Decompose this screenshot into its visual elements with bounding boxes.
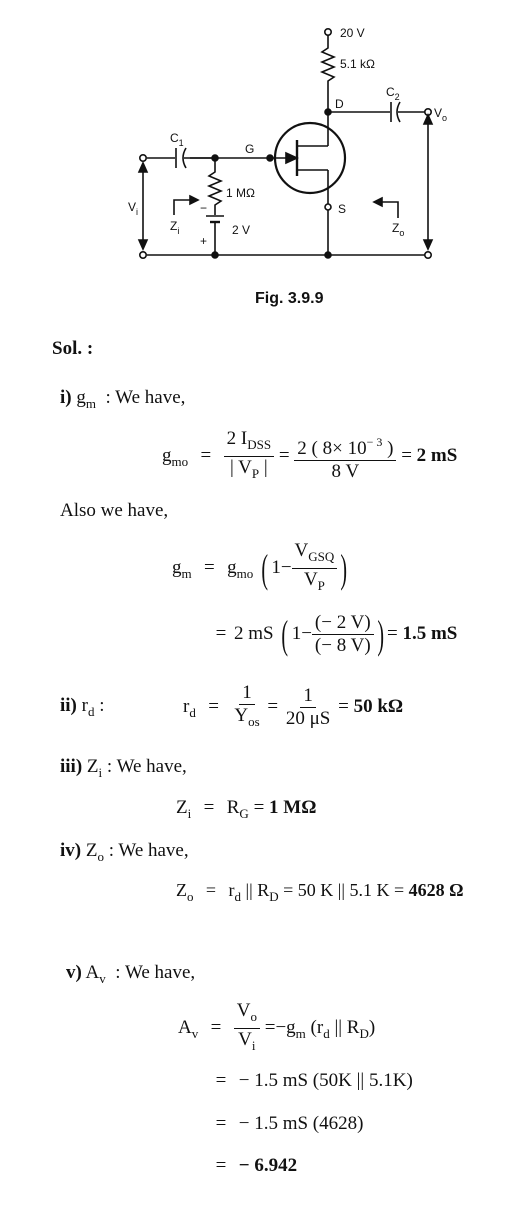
av-equation: $A_v$ = $\frac{V_o}{V_i}$ $=-g_m$ ($r_d$ || $R_D$): [178, 1000, 376, 1053]
drain-resistor-label: 5.1 kΩ: [340, 57, 375, 71]
zi-arrow-icon: [190, 196, 198, 204]
part1-heading: i) $g_m$ : We have,: [60, 387, 186, 411]
part2-heading: ii) $r_d$ :: [60, 695, 105, 719]
zo-label: $Z_o$: [392, 221, 405, 238]
drain-resistor: [322, 35, 334, 112]
gate-label: G: [245, 142, 255, 156]
part5-heading: v) $A_v$ : We have,: [66, 962, 196, 986]
c1-label: $C_1$: [170, 131, 184, 148]
av-step-2: = − 1.5 mS (50K || 5.1K): [215, 1070, 413, 1091]
gmo-equation: $g_{mo}$ = $\frac{2 I_{DSS}}{| V_P |}$ = $\frac{2 ( 8\times 10^{- 3} )}{8 V}$ = 2 mS: [162, 428, 458, 482]
av-result: = − 6.942: [215, 1155, 298, 1176]
part4-heading: iv) $Z_o$ : We have,: [60, 840, 189, 864]
vi-arrow-up-icon: [139, 163, 147, 172]
zi-equation: $Z_i = R_G = 1$ MΩ: [176, 797, 317, 821]
battery-minus: −: [200, 201, 208, 215]
jfet-amplifier-circuit: [0, 0, 528, 290]
gm-equation: $g_m = g_{mo}$ ( 1− $\frac{V_{GSQ}}{V_P}$ ): [172, 540, 348, 593]
battery-label: 2 V: [232, 223, 251, 237]
c2-label: $C_2$: [386, 85, 400, 102]
zo-arrow-icon: [374, 198, 382, 206]
battery-plus: +: [200, 234, 208, 248]
gate-resistor: [209, 158, 221, 215]
gate-resistor-label: 1 MΩ: [226, 186, 255, 200]
supply-terminal: [325, 29, 331, 35]
drain-label: D: [335, 97, 344, 111]
source-label: S: [338, 202, 347, 216]
part3-heading: iii) $Z_i$ : We have,: [60, 756, 187, 780]
figure-caption: Fig. 3.9.9: [255, 290, 324, 307]
vo-ground-terminal: [425, 252, 431, 258]
vi-terminal: [140, 155, 146, 161]
source-terminal: [325, 204, 331, 210]
also-text: Also we have,: [60, 500, 169, 521]
vo-arrow-up-icon: [424, 115, 432, 124]
rd-equation: $r_d$ = $\frac{1}{Y_{os}}$ = $\frac{1}{20 \mu S}$ = 50 kΩ: [183, 682, 404, 729]
av-step-3: = − 1.5 mS (4628): [215, 1113, 364, 1134]
supply-label: 20 V: [340, 26, 365, 40]
solution-label: Sol. :: [52, 338, 94, 359]
vo-label: $V_o$: [434, 106, 448, 123]
vi-arrow-down-icon: [139, 240, 147, 249]
gm-equation-result: = 2 mS ( 1− $\frac{(- 2 V)}{(- 8 V)}$ ) = 1.5 mS: [215, 611, 458, 657]
vi-label: $V_i$: [128, 200, 139, 217]
zo-equation: $Z_o = r_d$ || $R_D = 50$ K || 5.1 K = 4628 Ω: [176, 880, 464, 904]
vo-arrow-down-icon: [424, 240, 432, 249]
gate-arrow-icon: [286, 153, 297, 163]
vi-ground-terminal: [140, 252, 146, 258]
zi-label: $Z_i$: [170, 219, 180, 236]
